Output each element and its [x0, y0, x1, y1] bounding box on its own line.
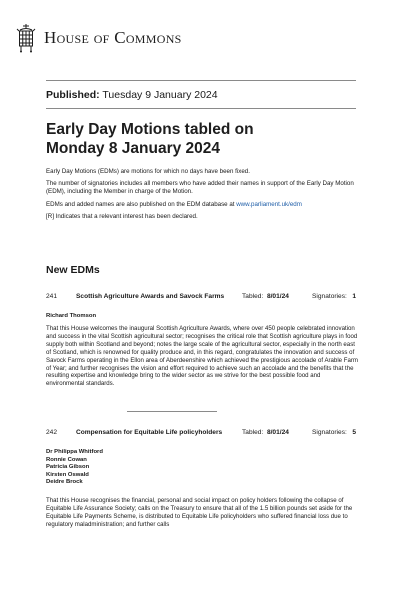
motion-signatories-count: 5	[352, 429, 356, 436]
motion-sponsors	[46, 449, 103, 487]
motion-signatories: Signatories: 5	[312, 429, 356, 436]
motion-tabled-date: 8/01/24	[266, 429, 289, 436]
motion-tabled-date: 8/01/24	[266, 293, 289, 300]
sponsor-name: Patricia Gibson	[46, 464, 90, 471]
motion-title: Compensation for Equitable Life policyholders	[76, 429, 223, 436]
top-rule	[46, 80, 356, 81]
portcullis-icon	[16, 23, 36, 53]
intro-p4: [R] Indicates that a relevant interest has been declared.	[46, 212, 198, 220]
published-date: Tuesday 9 January 2024	[102, 89, 218, 101]
page-title	[46, 120, 356, 158]
motion-title: Scottish Agriculture Awards and Savock Farms	[76, 293, 225, 300]
motion-sponsors	[46, 313, 96, 321]
published-label: Published:	[46, 89, 100, 101]
sponsor-name: Deidre Brock	[46, 479, 83, 486]
page-title-line2: Monday 8 January 2024	[46, 140, 221, 157]
motion-signatories: Signatories: 1	[312, 293, 356, 300]
motion-header	[46, 293, 358, 303]
sponsor-name: Kirsten Oswald	[46, 471, 89, 478]
sponsor-name: Ronnie Cowan	[46, 456, 87, 463]
house-of: OF	[93, 32, 110, 46]
section-heading: New EDMs	[46, 264, 100, 276]
published-line	[46, 89, 218, 101]
sponsor-name: Dr Philippa Whitford	[46, 449, 103, 455]
intro-p3-text: EDMs and added names are also published on the EDM database at	[46, 200, 237, 208]
intro-p3	[46, 201, 358, 209]
motion-number: 242	[46, 429, 58, 436]
intro-p1: Early Day Motions (EDMs) are motions for which no days have been fixed.	[46, 168, 250, 175]
house-title: HOUSE OF COMMONS	[44, 28, 182, 47]
intro-notes	[46, 168, 358, 225]
house-word2: OMMONS	[125, 32, 182, 46]
page-title-line1: Early Day Motions tabled on	[46, 121, 254, 138]
motion-text: That this House welcomes the inaugural Scottish Agriculture Awards, where over 450 people celebrated innovation and success in the vital Scottish agricultural sector; recognises the critical role that Scottish agriculture plays in food supply both within Scotland and beyond; notes the large scale of the agricultural sector, especially in the north east of Scotland, which is renowned for quality produce and, in this regard, congratulates the innovation and success of Savock Farms operating in the Ellon area of Aberdeenshire which achieved the prestigious accolade of Arable Farm of Year; and further recognises the vision and effort required to achieve such an accolade and the benefits that the resulting expertise and knowledge bring to the wider sector as we strive for the best possible food and environmental standards.	[46, 325, 358, 388]
motion-tabled: Tabled: 8/01/24	[242, 429, 289, 436]
house-of-commons-masthead	[16, 20, 182, 56]
sponsor-name: Richard Thomson	[46, 313, 97, 319]
motion-text: That this House recognises the financial, personal and social impact on policy holders following the collapse of Equitable Life Assurance Society; calls on the Treasury to ensure that all of the 1.5 billion pounds set aside for the Equitable Life Payments Scheme, is distributed to Equitable Life policyholders who suffered financial loss due to regulatory maladministration; and further calls	[46, 497, 353, 528]
motion-signatories-count: 1	[352, 293, 356, 300]
motion-number: 241	[46, 293, 58, 300]
edm-database-link[interactable]: www.parliament.uk/edm	[236, 200, 302, 208]
published-rule	[46, 108, 356, 109]
motion-divider	[127, 411, 217, 412]
house-word1: OUSE	[56, 32, 90, 46]
intro-p2: The number of signatories includes all members who have added their names in support of the Early Day Motion (EDM), including the Member in charge of the Motion.	[46, 180, 354, 196]
motion-tabled: Tabled: 8/01/24	[242, 293, 289, 300]
motion-header	[46, 429, 358, 439]
